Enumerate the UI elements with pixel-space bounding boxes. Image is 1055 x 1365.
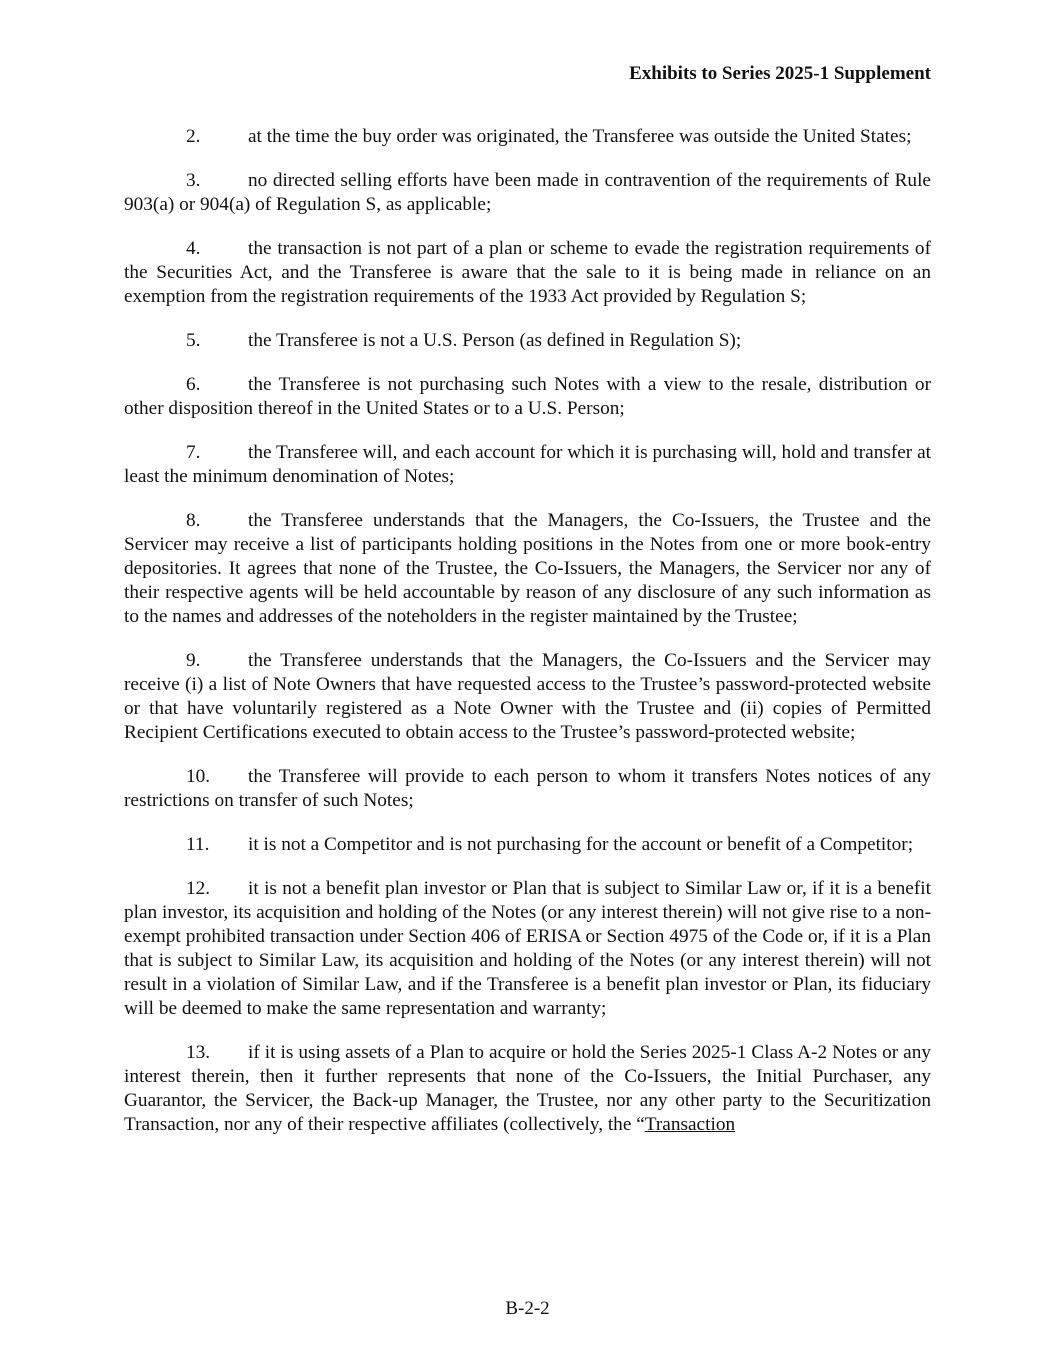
paragraph-number: 6. xyxy=(186,374,201,395)
paragraph-number: 12. xyxy=(186,878,211,899)
paragraph-number: 7. xyxy=(186,442,201,463)
paragraph-number: 10. xyxy=(186,766,211,787)
paragraph-text: no directed selling efforts have been made in contravention of the requirements of Rule 903(a) or 904(a) of Regulation S, as applicable; xyxy=(124,170,931,215)
paragraph-number: 2. xyxy=(186,126,201,147)
paragraph-4 xyxy=(124,237,931,309)
paragraph-text: the Transferee will provide to each person to whom it transfers Notes notices of any restrictions on transfer of such Notes; xyxy=(124,766,931,811)
paragraph-text: it is not a benefit plan investor or Plan that is subject to Similar Law or, if it is a benefit plan investor, its acquisition and holding of the Notes (or any interest therein) will not give rise to a non-exempt prohibited transaction under Section 406 of ERISA or Section 4975 of the Code or, if it is a Plan that is subject to Similar Law, its acquisition and holding of the Notes (or any interest therein) will not result in a violation of Similar Law, and if the Transferee is a benefit plan investor or Plan, its fiduciary will be deemed to make the same representation and warranty; xyxy=(124,878,931,1019)
paragraph-number: 13. xyxy=(186,1042,211,1063)
paragraph-9 xyxy=(124,649,931,745)
paragraph-text: it is not a Competitor and is not purchasing for the account or benefit of a Competitor; xyxy=(248,834,914,855)
paragraph-8 xyxy=(124,509,931,629)
paragraph-text: at the time the buy order was originated, the Transferee was outside the United States; xyxy=(248,126,912,147)
paragraph-text: the transaction is not part of a plan or scheme to evade the registration requirements of the Securities Act, and the Transferee is aware that the sale to it is being made in reliance on an exemption from the registration requirements of the 1933 Act provided by Regulation S; xyxy=(124,238,931,307)
page-header: Exhibits to Series 2025-1 Supplement xyxy=(629,63,931,84)
paragraph-number: 3. xyxy=(186,170,201,191)
paragraph-11 xyxy=(124,833,931,857)
paragraph-number: 11. xyxy=(186,834,210,855)
paragraph-number: 8. xyxy=(186,510,201,531)
document-body xyxy=(124,125,931,1157)
paragraph-13 xyxy=(124,1041,931,1137)
paragraph-10 xyxy=(124,765,931,813)
paragraph-number: 4. xyxy=(186,238,201,259)
paragraph-5 xyxy=(124,329,931,353)
paragraph-text: the Transferee understands that the Managers, the Co-Issuers, the Trustee and the Servicer may receive a list of participants holding positions in the Notes from one or more book-entry depositories. It agrees that none of the Trustee, the Co-Issuers, the Managers, the Servicer nor any of their respective agents will be held accountable by reason of any disclosure of any such information as to the names and addresses of the noteholders in the register maintained by the Trustee; xyxy=(124,510,931,627)
paragraph-text: the Transferee is not purchasing such Notes with a view to the resale, distribution or other disposition thereof in the United States or to a U.S. Person; xyxy=(124,374,931,419)
paragraph-2 xyxy=(124,125,931,149)
paragraph-number: 9. xyxy=(186,650,201,671)
paragraph-6 xyxy=(124,373,931,421)
paragraph-text: the Transferee is not a U.S. Person (as defined in Regulation S); xyxy=(248,330,742,351)
paragraph-number: 5. xyxy=(186,330,201,351)
page-number: B-2-2 xyxy=(505,1298,550,1319)
paragraph-text: the Transferee will, and each account for which it is purchasing will, hold and transfer at least the minimum denomination of Notes; xyxy=(124,442,931,487)
paragraph-12 xyxy=(124,877,931,1021)
paragraph-text: if it is using assets of a Plan to acquire or hold the Series 2025-1 Class A-2 Notes or any interest therein, then it further represents that none of the Co-Issuers, the Initial Purchaser, any Guarantor, the Servicer, the Back-up Manager, the Trustee, nor any other party to the Securitization Transaction, nor any of their respective affiliates (collectively, the “ xyxy=(124,1042,931,1135)
paragraph-text: the Transferee understands that the Managers, the Co-Issuers and the Servicer may receive (i) a list of Note Owners that have requested access to the Trustee’s password-protected website or that have voluntarily registered as a Note Owner with the Trustee and (ii) copies of Permitted Recipient Certifications executed to obtain access to the Trustee’s password-protected website; xyxy=(124,650,931,743)
defined-term-underlined: Transaction xyxy=(644,1114,736,1135)
paragraph-7 xyxy=(124,441,931,489)
paragraph-3 xyxy=(124,169,931,217)
